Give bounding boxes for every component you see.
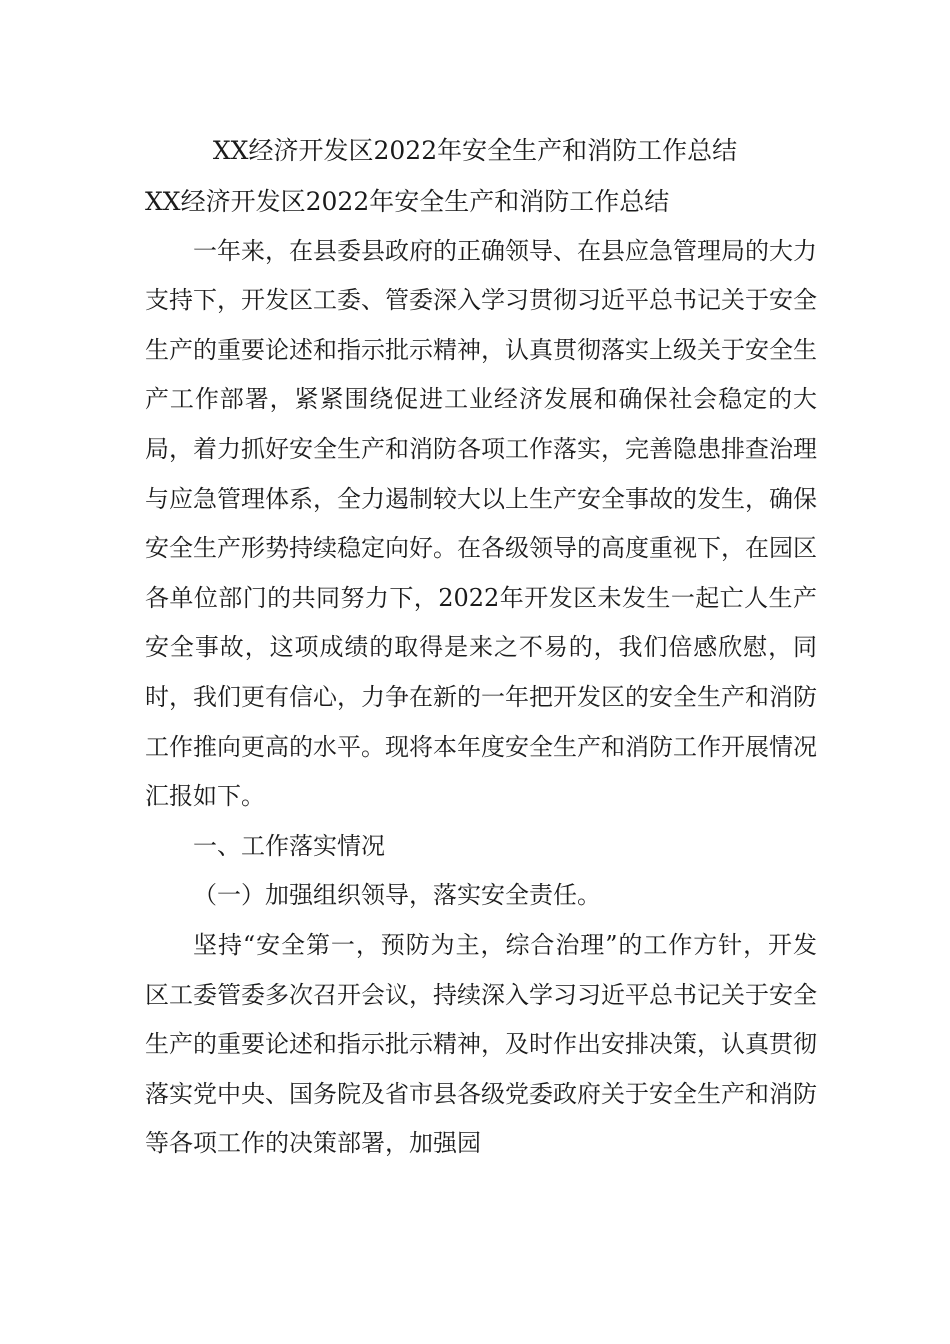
paragraph-intro: 一年来，在县委县政府的正确领导、在县应急管理局的大力支持下，开发区工委、管委深入学习贯彻习近平总书记关于安全生产的重要论述和指示批示精神，认真贯彻落实上级关于安全生产工作部署，紧紧围绕促进工业经济发展和确保社会稳定的大局，着力抓好安全生产和消防各项工作落实，完善隐患排查治理与应急管理体系，全力遏制较大以上生产安全事故的发生，确保安全生产形势持续稳定向好。在各级领导的高度重视下，在园区各单位部门的共同努力下，2022年开发区未发生一起亡人生产安全事故，这项成绩的取得是来之不易的，我们倍感欣慰，同时，我们更有信心，力争在新的一年把开发区的安全生产和消防工作推向更高的水平。现将本年度安全生产和消防工作开展情况汇报如下。 (145, 236, 817, 811)
paragraph-body: 坚持“安全第一，预防为主，综合治理”的工作方针，开发区工委管委多次召开会议，持续深入学习习近平总书记关于安全生产的重要论述和指示批示精神，及时作出安排决策，认真贯彻落实党中央、国务院及省市县各级党委政府关于安全生产和消防等各项工作的决策部署，加强园 (145, 930, 817, 1158)
subsection-heading: （一）加强组织领导，落实安全责任。 (193, 881, 601, 910)
document-body (145, 177, 817, 1169)
document-title: XX经济开发区2022年安全生产和消防工作总结 (212, 136, 738, 165)
document-subtitle: XX经济开发区2022年安全生产和消防工作总结 (145, 187, 670, 216)
section-heading: 一、工作落实情况 (193, 831, 385, 860)
